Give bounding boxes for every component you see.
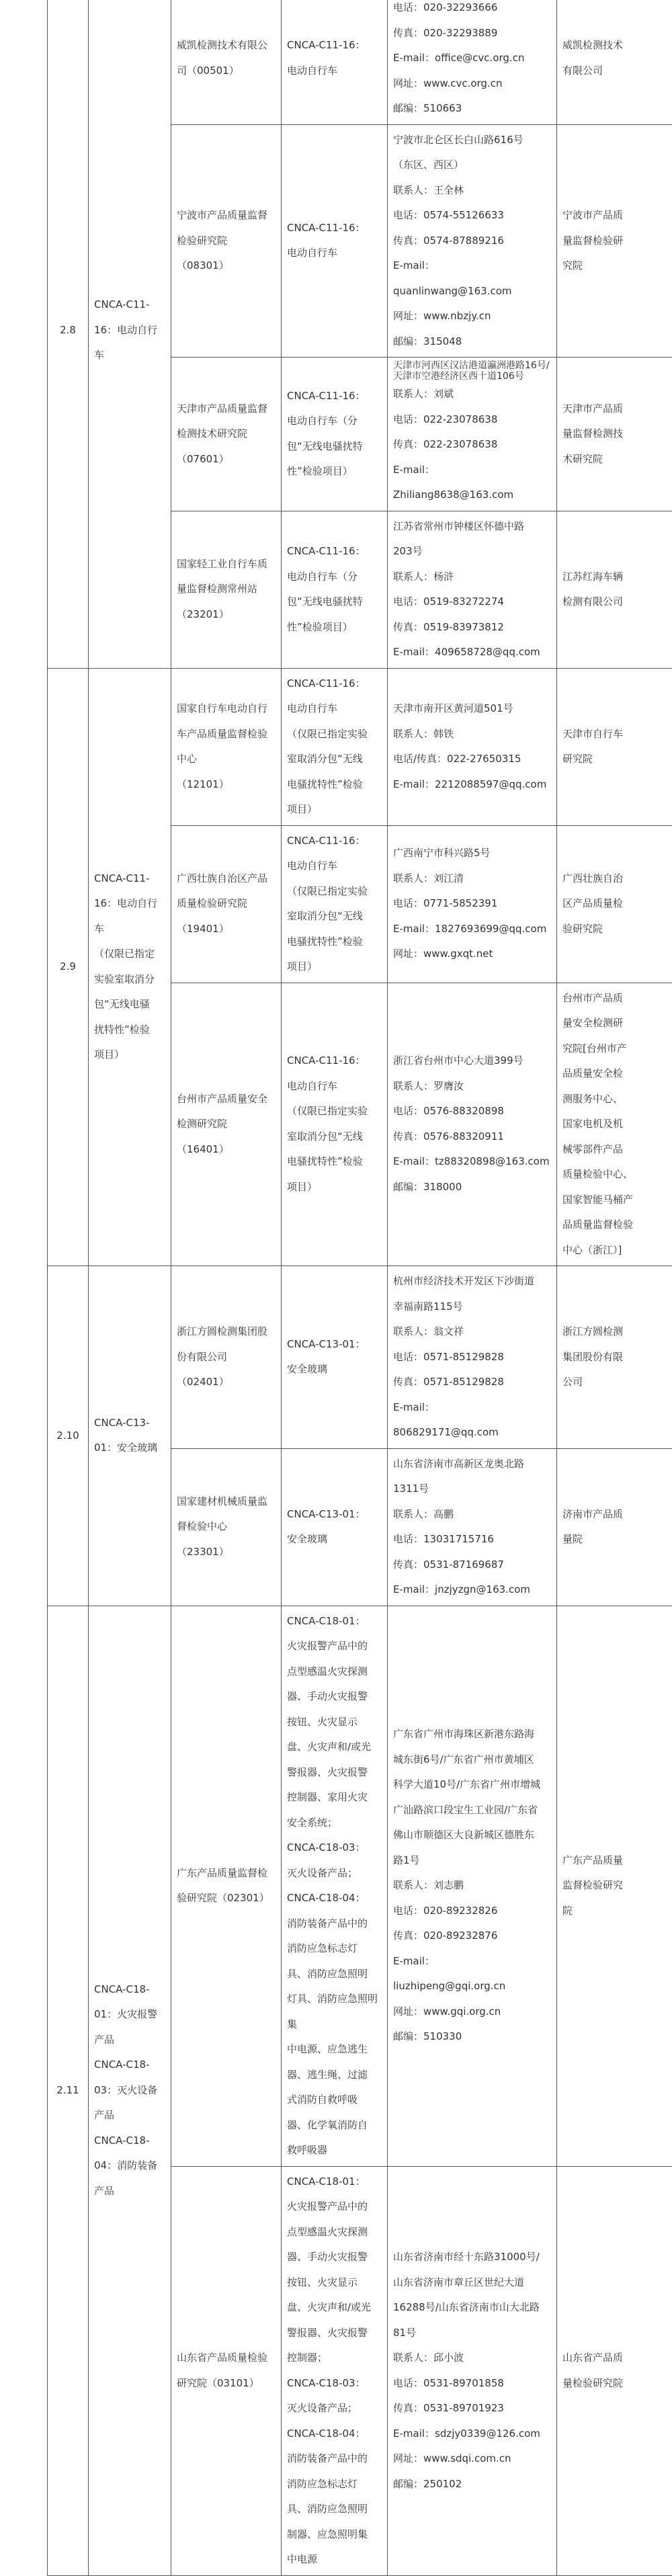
scope-line: 16：电动自行 — [94, 891, 167, 917]
product-scope-line: 电动自行车 — [287, 854, 383, 879]
contact-line: 电话：020-89232826 — [393, 1899, 552, 1924]
section-number: 2.8 — [60, 324, 76, 336]
table-row — [48, 668, 672, 825]
lab-name-line: 天津市自行车 — [562, 722, 668, 747]
contact-line: 邮编：315048 — [393, 329, 552, 355]
product-scope-line: CNCA-C18-04： — [287, 2421, 383, 2447]
lab-name-line: 广东产品质量 — [562, 1848, 668, 1874]
institution-name-line: 浙江方圆检测集团股 — [177, 1319, 277, 1345]
lab-name-cell — [557, 1448, 672, 1606]
institution-name-cell — [171, 511, 282, 668]
contact-line: 电话：0576-88320898 — [393, 1099, 552, 1124]
contact-line: 电话：0531-89701858 — [393, 2371, 552, 2397]
product-scope-line: CNCA-C11-16： — [287, 671, 383, 697]
institution-name-line: （02401） — [177, 1370, 277, 1395]
contact-info-cell — [388, 1448, 557, 1606]
contact-info-cell — [388, 124, 557, 358]
lab-name-line: 术研究院 — [562, 447, 668, 472]
product-scope-line: 按钮、火灾显示 — [287, 1710, 383, 1735]
lab-name-line: 品质量安全检 — [562, 1061, 668, 1087]
lab-name-line: 究院 — [562, 253, 668, 279]
contact-line: 传真：0531-87169687 — [393, 1552, 552, 1578]
institution-name-line: 台州市产品质量安全 — [177, 1087, 277, 1112]
certification-scope-cell — [89, 668, 171, 1266]
contact-line: 传真：020-89232876 — [393, 1923, 552, 1949]
institution-name-line: （12101） — [177, 772, 277, 798]
institution-name-cell — [171, 983, 282, 1266]
lab-name-line: 威凯检测技术 — [562, 33, 668, 58]
institution-name-cell — [171, 825, 282, 983]
product-scope-line: 项目） — [287, 797, 383, 823]
lab-name-line: 国家智能马桶产 — [562, 1188, 668, 1213]
lab-name-cell — [557, 2166, 672, 2575]
scope-line: 产品 — [94, 2103, 167, 2128]
product-scope-line: 警报器、火灾报警 — [287, 1760, 383, 1786]
contact-line: 杭州市经济技术开发区下沙街道 — [393, 1269, 552, 1294]
contact-line: 联系人：翁文祥 — [393, 1319, 552, 1345]
contact-line: 佛山市顺德区大良新城区德胜东 — [393, 1823, 552, 1848]
product-scope-line: 器、化学氧消防自 — [287, 2113, 383, 2138]
lab-name-line: 集团股份有限 — [562, 1345, 668, 1370]
lab-name-line: 量监督检验研 — [562, 228, 668, 254]
contact-line: E-mail：2212088597@qq.com — [393, 772, 552, 798]
lab-name-line: 有限公司 — [562, 58, 668, 84]
product-scope-line: 器、手动火灾报警 — [287, 1684, 383, 1710]
section-number: 2.9 — [60, 960, 76, 972]
product-scope-line: 控制器； — [287, 2345, 383, 2371]
product-scope-line: 警报器、火灾报警 — [287, 2321, 383, 2346]
scope-line: 04：消防装备 — [94, 2153, 167, 2179]
certification-scope-cell — [89, 0, 171, 668]
contact-line: 网址：www.sdqi.com.cn — [393, 2446, 552, 2472]
institution-name-cell — [171, 1606, 282, 2166]
contact-line: 邮编：510663 — [393, 96, 552, 122]
product-scope-cell — [282, 825, 388, 983]
institution-name-cell — [171, 668, 282, 825]
contact-line: E-mail：tz88320898@163.com — [393, 1149, 552, 1175]
scope-line: 03：灭火设备 — [94, 2078, 167, 2104]
product-scope-line: 室取消分包“无线 — [287, 747, 383, 772]
product-scope-line: 按钮、火灾显示 — [287, 2270, 383, 2296]
institution-name-line: 山东省产品质量检验 — [177, 2345, 277, 2371]
table-row — [48, 1606, 672, 2166]
institution-name-line: 研究院（03101） — [177, 2371, 277, 2397]
contact-line: 网址：www.nbzjy.cn — [393, 304, 552, 329]
lab-name-line: 验研究院 — [562, 917, 668, 942]
contact-line: 传真：0519-83973812 — [393, 615, 552, 640]
institution-name-cell — [171, 358, 282, 511]
institution-name-line: 量监督检测常州站 — [177, 577, 277, 602]
contact-line: 山东省济南市经十东路31000号/ — [393, 2245, 552, 2270]
contact-line: 联系人：刘志鹏 — [393, 1873, 552, 1899]
product-scope-line: 具、消防应急照明 — [287, 2497, 383, 2522]
institution-name-line: 检测技术研究院 — [177, 421, 277, 447]
contact-line: E-mail：office@cvc.org.cn — [393, 46, 552, 71]
product-scope-line: CNCA-C11-16： — [287, 829, 383, 854]
institution-name-cell — [171, 124, 282, 358]
contact-line: （东区、西区） — [393, 153, 552, 178]
product-scope-line: 室取消分包“无线 — [287, 1124, 383, 1150]
lab-name-line: 院 — [562, 1899, 668, 1924]
contact-info-cell — [388, 2166, 557, 2575]
lab-name-line: 监督检验研究 — [562, 1873, 668, 1899]
contact-line: 邮编：510330 — [393, 2024, 552, 2050]
contact-line: E-mail：1827693699@qq.com — [393, 917, 552, 942]
lab-name-line: 量安全检测研 — [562, 1011, 668, 1036]
contact-line: 城东街6号/广东省广州市黄埔区 — [393, 1747, 552, 1773]
contact-line: 16288号/山东省济南市山大北路 — [393, 2295, 552, 2321]
institution-name-line: （08301） — [177, 253, 277, 279]
lab-name-line: 山东省产品质 — [562, 2345, 668, 2371]
scope-line: 01：安全玻璃 — [94, 1436, 167, 1461]
contact-line: 电话：020-32293666 — [393, 0, 552, 21]
scope-line: 产品 — [94, 2028, 167, 2053]
institution-name-line: （07601） — [177, 447, 277, 472]
contact-line: 科学大道10号/广东省广州市增城 — [393, 1772, 552, 1798]
contact-info-cell — [388, 668, 557, 825]
product-scope-line: 电动自行车（分 — [287, 565, 383, 590]
product-scope-line: 火灾报警产品中的 — [287, 1634, 383, 1659]
product-scope-line: 安全玻璃 — [287, 1357, 383, 1382]
contact-info-cell — [388, 0, 557, 124]
product-scope-cell — [282, 1266, 388, 1449]
institution-name-cell — [171, 1448, 282, 1606]
contact-line: 联系人：王全林 — [393, 178, 552, 204]
product-scope-line: CNCA-C11-16： — [287, 1048, 383, 1074]
contact-line: 传真：0531-89701923 — [393, 2396, 552, 2421]
contact-line: E-mail：sdzjy0339@126.com — [393, 2421, 552, 2447]
product-scope-line: 盘、火灾声和/或光 — [287, 2295, 383, 2321]
lab-name-line: 量检验研究院 — [562, 2371, 668, 2397]
lab-name-line: 量院 — [562, 1527, 668, 1552]
product-scope-line: 消防装备产品中的 — [287, 2446, 383, 2472]
contact-line: 203号 — [393, 539, 552, 565]
contact-line: E-mail： — [393, 253, 552, 279]
product-scope-line: 性”检验项目） — [287, 459, 383, 485]
contact-line: E-mail： — [393, 458, 552, 483]
product-scope-cell — [282, 511, 388, 668]
product-scope-line: （仅限已指定实验 — [287, 722, 383, 747]
section-number-cell — [48, 1606, 89, 2575]
institution-name-cell — [171, 0, 282, 124]
lab-name-line: 浙江方圆检测 — [562, 1319, 668, 1345]
contact-line: 联系人：罗膺汝 — [393, 1074, 552, 1099]
product-scope-line: CNCA-C13-01： — [287, 1502, 383, 1528]
lab-name-line: 国家电机及机 — [562, 1112, 668, 1137]
lab-name-line: 量监督检测技 — [562, 421, 668, 447]
institution-name-line: 宁波市产品质量监督 — [177, 203, 277, 228]
contact-line: 网址：www.gqi.org.cn — [393, 1999, 552, 2025]
lab-name-cell — [557, 825, 672, 983]
product-scope-cell — [282, 358, 388, 511]
contact-line: 邮编：318000 — [393, 1175, 552, 1200]
institution-name-cell — [171, 2166, 282, 2575]
product-scope-line: 盘、火灾声和/或光 — [287, 1735, 383, 1760]
contact-line: 电话：0574-55126633 — [393, 203, 552, 228]
contact-line: 山东省济南市章丘区世纪大道 — [393, 2270, 552, 2296]
contact-line: 电话：0771-5852391 — [393, 891, 552, 917]
section-number-cell — [48, 1266, 89, 1606]
scope-line: CNCA-C13- — [94, 1411, 167, 1436]
institution-name-line: （19401） — [177, 917, 277, 942]
product-scope-line: 点型感温火灾探测 — [287, 2220, 383, 2245]
lab-name-line: 区产品质量检 — [562, 891, 668, 917]
product-scope-line: 控制器、家用火灾 — [287, 1785, 383, 1811]
contact-line: 路1号 — [393, 1848, 552, 1874]
scope-line: （仅限已指定 — [94, 942, 167, 967]
contact-line: 传真：022-23078638 — [393, 432, 552, 458]
contact-line: 网址：www.gxqt.net — [393, 942, 552, 967]
scope-line: 16：电动自行 — [94, 318, 167, 343]
product-scope-line: （仅限已指定实验 — [287, 1099, 383, 1124]
product-scope-line: 中电源 — [287, 2547, 383, 2573]
institution-name-line: 国家轻工业自行车质 — [177, 552, 277, 577]
scope-line: CNCA-C18- — [94, 1977, 167, 2003]
contact-line: 邮编：250102 — [393, 2472, 552, 2497]
contact-line: 宁波市北仑区长白山路616号 — [393, 128, 552, 153]
contact-line: 广汕路滨口段宝生工业园/广东省 — [393, 1798, 552, 1823]
contact-line: 联系人：刘江清 — [393, 866, 552, 892]
contact-line: E-mail： — [393, 1395, 552, 1421]
contact-line: 电话：13031715716 — [393, 1527, 552, 1552]
scope-line: CNCA-C11- — [94, 292, 167, 318]
contact-line: 电话：0571-85129828 — [393, 1345, 552, 1370]
contact-line: 网址：www.cvc.org.cn — [393, 71, 552, 97]
contact-line: Zhiliang8638@163.com — [393, 483, 552, 508]
lab-name-line: 江苏红海车辆 — [562, 565, 668, 590]
lab-name-cell — [557, 1266, 672, 1449]
scope-line: 实验室取消分 — [94, 967, 167, 993]
product-scope-line: 救呼吸器 — [287, 2138, 383, 2163]
institution-name-line: （16401） — [177, 1137, 277, 1163]
contact-line: 1311号 — [393, 1477, 552, 1502]
certification-scope-cell — [89, 1266, 171, 1606]
product-scope-line: 制器、应急照明集 — [287, 2522, 383, 2548]
institution-name-line: 车产品质量监督检验中心 — [177, 722, 277, 772]
product-scope-line: 点型感温火灾探测 — [287, 1659, 383, 1685]
product-scope-cell — [282, 0, 388, 124]
product-scope-line: 消防应急标志灯 — [287, 2472, 383, 2497]
contact-info-cell — [388, 511, 557, 668]
product-scope-line: CNCA-C13-01： — [287, 1332, 383, 1358]
product-scope-line: 灯具、消防应急照明集 — [287, 1987, 383, 2037]
product-scope-line: CNCA-C18-01： — [287, 2169, 383, 2195]
contact-info-cell — [388, 983, 557, 1266]
lab-name-line: 公司 — [562, 1370, 668, 1395]
contact-line: 江苏省常州市钟楼区怀德中路 — [393, 514, 552, 540]
certification-lab-table — [47, 0, 672, 2576]
lab-name-line: 中心（浙江）] — [562, 1238, 668, 1263]
table-row — [48, 1266, 672, 1449]
product-scope-line: 室取消分包“无线 — [287, 904, 383, 929]
contact-line: 联系人：韩铁 — [393, 722, 552, 747]
product-scope-line: CNCA-C11-16： — [287, 384, 383, 409]
institution-name-line: （23301） — [177, 1540, 277, 1565]
product-scope-line: 器、逃生绳、过滤 — [287, 2063, 383, 2088]
product-scope-line: 电骚扰特性”检验 — [287, 1149, 383, 1175]
product-scope-line: 电动自行车 — [287, 1074, 383, 1099]
institution-name-line: 司（00501） — [177, 58, 277, 84]
product-scope-cell — [282, 1448, 388, 1606]
product-scope-line: 灭火设备产品； — [287, 1861, 383, 1886]
lab-name-line: 质量检验中心、 — [562, 1162, 668, 1188]
product-scope-line: 具、消防应急照明 — [287, 1962, 383, 1987]
section-number-cell — [48, 0, 89, 668]
scope-line: 扰特性”检验 — [94, 1017, 167, 1043]
contact-line: 山东省济南市高新区龙奥北路 — [393, 1452, 552, 1477]
institution-name-line: 广东产品质量监督检 — [177, 1861, 277, 1886]
product-scope-line: 电动自行车 — [287, 58, 383, 84]
section-number: 2.11 — [56, 2084, 79, 2096]
product-scope-line: 火灾报警产品中的 — [287, 2194, 383, 2220]
product-scope-line: 项目） — [287, 1175, 383, 1200]
contact-line: 天津市南开区黄河道501号 — [393, 696, 552, 722]
table-row — [48, 0, 672, 124]
product-scope-cell — [282, 983, 388, 1266]
product-scope-line: CNCA-C11-16： — [287, 539, 383, 565]
contact-line: 联系人：杨浒 — [393, 565, 552, 590]
contact-line: 幸福南路115号 — [393, 1294, 552, 1320]
product-scope-line: 包“无线电骚扰特 — [287, 589, 383, 615]
product-scope-line: 安全玻璃 — [287, 1527, 383, 1552]
scope-line: 车 — [94, 917, 167, 942]
contact-line: E-mail： — [393, 1949, 552, 1975]
product-scope-line: 包“无线电骚扰特 — [287, 434, 383, 460]
section-number: 2.10 — [56, 1429, 79, 1442]
product-scope-cell — [282, 668, 388, 825]
product-scope-line: CNCA-C18-03： — [287, 1835, 383, 1861]
scope-line: CNCA-C11- — [94, 866, 167, 892]
institution-name-line: 国家建材机械质量监 — [177, 1489, 277, 1515]
institution-name-cell — [171, 1266, 282, 1449]
lab-name-line: 济南市产品质 — [562, 1502, 668, 1528]
contact-line: E-mail：409658728@qq.com — [393, 640, 552, 665]
section-number-cell — [48, 668, 89, 1266]
contact-line: 81号 — [393, 2321, 552, 2346]
contact-line: 传真：0576-88320911 — [393, 1124, 552, 1150]
product-scope-line: 电动自行车（分 — [287, 409, 383, 434]
lab-name-line: 究院[台州市产 — [562, 1036, 668, 1062]
product-scope-line: CNCA-C11-16： — [287, 216, 383, 241]
certification-scope-cell — [89, 1606, 171, 2575]
contact-line: E-mail：jnzjyzgn@163.com — [393, 1577, 552, 1603]
product-scope-line: 消防装备产品中的 — [287, 1911, 383, 1937]
lab-name-cell — [557, 511, 672, 668]
lab-name-line: 品质量监督检验 — [562, 1212, 668, 1238]
contact-info-cell — [388, 358, 557, 511]
product-scope-line: 中电源、应急逃生 — [287, 2037, 383, 2063]
scope-line: 项目） — [94, 1042, 167, 1068]
institution-name-line: 检测研究院 — [177, 1112, 277, 1137]
product-scope-cell — [282, 1606, 388, 2166]
contact-line: liuzhipeng@gqi.org.cn — [393, 1974, 552, 1999]
product-scope-line: 电动自行车 — [287, 241, 383, 266]
institution-name-line: 份有限公司 — [177, 1345, 277, 1370]
contact-line: 传真：020-32293889 — [393, 21, 552, 46]
institution-name-line: 督检验中心 — [177, 1514, 277, 1540]
product-scope-line: 电骚扰特性”检验 — [287, 772, 383, 798]
product-scope-cell — [282, 2166, 388, 2575]
contact-info-cell — [388, 1606, 557, 2166]
contact-line: 浙江省台州市中心大道399号 — [393, 1048, 552, 1074]
lab-name-cell — [557, 983, 672, 1266]
lab-name-cell — [557, 124, 672, 358]
product-scope-line: 项目） — [287, 954, 383, 980]
contact-line: 联系人：刘斌 — [393, 382, 552, 407]
product-scope-line: CNCA-C18-04： — [287, 1886, 383, 1911]
scope-line: 产品 — [94, 2179, 167, 2204]
product-scope-line: CNCA-C11-16： — [287, 33, 383, 58]
institution-name-line: 质量检验研究院 — [177, 891, 277, 917]
contact-line: 联系人：高鹏 — [393, 1502, 552, 1528]
product-scope-line: CNCA-C18-01： — [287, 1609, 383, 1634]
lab-name-cell — [557, 0, 672, 124]
institution-name-line: 天津市产品质量监督 — [177, 397, 277, 422]
contact-line: 806829171@qq.com — [393, 1420, 552, 1446]
institution-name-line: 国家自行车电动自行 — [177, 696, 277, 722]
contact-info-cell — [388, 825, 557, 983]
product-scope-line: 灭火设备产品； — [287, 2396, 383, 2421]
contact-line: 广西南宁市科兴路5号 — [393, 841, 552, 866]
lab-name-line: 广西壮族自治 — [562, 866, 668, 892]
institution-name-line: 广西壮族自治区产品 — [177, 866, 277, 892]
institution-name-line: 威凯检测技术有限公 — [177, 33, 277, 58]
lab-name-cell — [557, 668, 672, 825]
institution-name-line: 检验研究院 — [177, 228, 277, 254]
product-scope-line: 式消防自救呼吸 — [287, 2087, 383, 2113]
scope-line: CNCA-C18- — [94, 2128, 167, 2154]
lab-name-cell — [557, 358, 672, 511]
contact-line: 传真：0574-87889216 — [393, 228, 552, 254]
lab-name-line: 研究院 — [562, 747, 668, 772]
lab-name-cell — [557, 1606, 672, 2166]
lab-name-line: 测服务中心、 — [562, 1087, 668, 1112]
product-scope-line: 性”检验项目） — [287, 615, 383, 640]
contact-line: 电话：0519-83272274 — [393, 589, 552, 615]
scope-line: 01：火灾报警 — [94, 2002, 167, 2028]
contact-line: 电话/传真：022-27650315 — [393, 747, 552, 772]
contact-line: 传真：0571-85129828 — [393, 1370, 552, 1395]
lab-name-line: 检测有限公司 — [562, 589, 668, 615]
contact-line: quanlinwang@163.com — [393, 279, 552, 304]
product-scope-line: 消防应急标志灯 — [287, 1936, 383, 1962]
lab-name-line: 台州市产品质 — [562, 986, 668, 1011]
product-scope-cell — [282, 124, 388, 358]
scope-line: 包“无线电骚 — [94, 992, 167, 1017]
lab-name-line: 宁波市产品质 — [562, 203, 668, 228]
contact-line: 联系人：邱小波 — [393, 2345, 552, 2371]
product-scope-line: CNCA-C18-03： — [287, 2371, 383, 2397]
contact-info-cell — [388, 1266, 557, 1449]
institution-name-line: 验研究院（02301） — [177, 1886, 277, 1911]
product-scope-line: 安全系统； — [287, 1811, 383, 1836]
lab-name-line: 械零部件产品 — [562, 1137, 668, 1163]
contact-line: 电话：022-23078638 — [393, 407, 552, 433]
product-scope-line: 电骚扰特性”检验 — [287, 929, 383, 955]
product-scope-line: （仅限已指定实验 — [287, 879, 383, 905]
contact-line: 广东省广州市海珠区新港东路海 — [393, 1722, 552, 1747]
product-scope-line: 电动自行车 — [287, 696, 383, 722]
institution-name-line: （23201） — [177, 602, 277, 628]
scope-line: CNCA-C18- — [94, 2052, 167, 2078]
product-scope-line: 器、手动火灾报警 — [287, 2245, 383, 2270]
contact-line: 天津市河西区汉沽港道瀛洲港路16号/天津市空港经济区西十道106号 — [393, 360, 552, 382]
scope-line: 车 — [94, 343, 167, 368]
lab-name-line: 天津市产品质 — [562, 397, 668, 422]
